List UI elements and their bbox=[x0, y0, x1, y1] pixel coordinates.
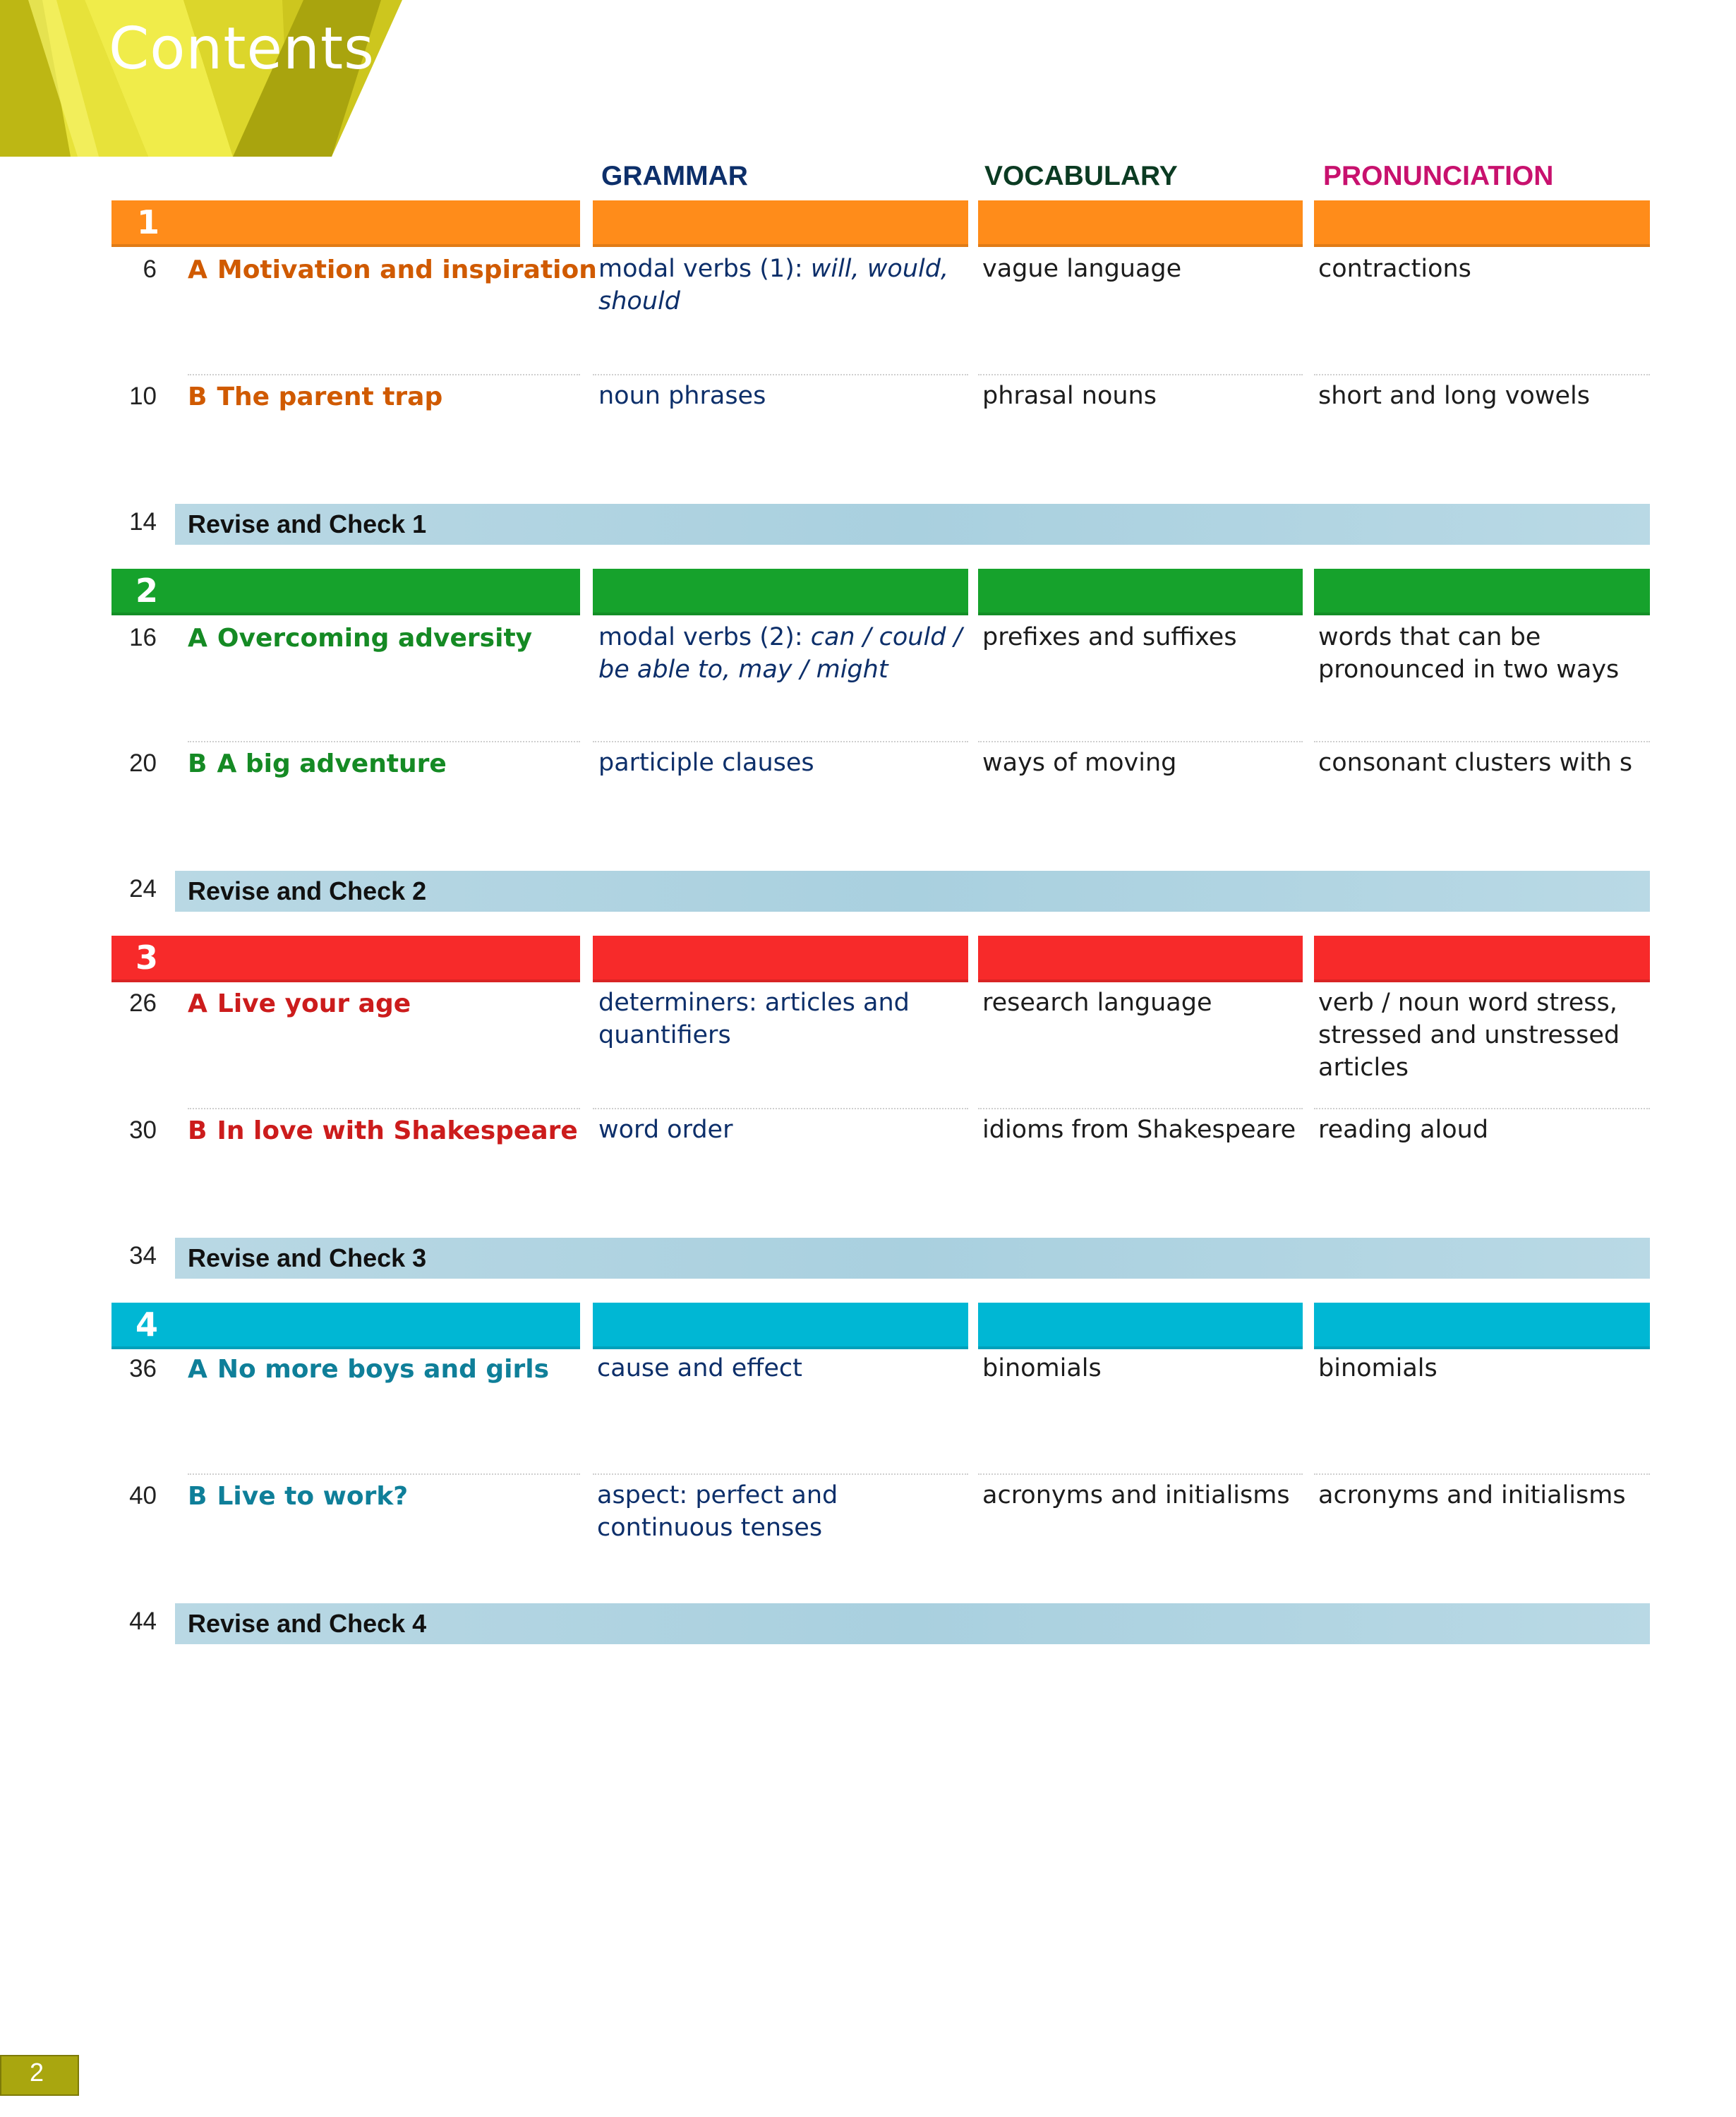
vocabulary-cell: phrasal nouns bbox=[982, 382, 1157, 410]
row-divider bbox=[978, 1473, 1303, 1475]
footer-page-number: 2 bbox=[29, 2058, 44, 2087]
pronunciation-cell: binomials bbox=[1318, 1354, 1437, 1382]
unit-bar bbox=[111, 200, 580, 247]
page-number: 24 bbox=[129, 875, 157, 903]
page-title: Contents bbox=[109, 16, 375, 83]
revise-and-check-label: Revise and Check 3 bbox=[188, 1243, 427, 1272]
pronunciation-cell: short and long vowels bbox=[1318, 382, 1590, 410]
row-divider bbox=[593, 374, 968, 375]
unit-bar bbox=[978, 936, 1303, 982]
unit-bar bbox=[111, 936, 580, 982]
lesson-title[interactable] bbox=[188, 1482, 408, 1511]
lesson-title-text: No more boys and girls bbox=[217, 1355, 550, 1384]
page-number: 40 bbox=[129, 1482, 157, 1509]
vocabulary-cell: research language bbox=[982, 989, 1212, 1017]
vocabulary-cell: binomials bbox=[982, 1354, 1102, 1382]
row-divider bbox=[188, 374, 580, 375]
row-divider bbox=[978, 741, 1303, 742]
pronunciation-cell: words that can be pronounced in two ways bbox=[1318, 623, 1620, 684]
page-number: 16 bbox=[129, 624, 157, 651]
page-number: 36 bbox=[129, 1355, 157, 1382]
row-divider bbox=[1314, 1473, 1650, 1475]
row-divider bbox=[593, 1473, 968, 1475]
unit-bar bbox=[593, 936, 968, 982]
lesson-title-text: Overcoming adversity bbox=[217, 624, 533, 653]
lesson-letter: A bbox=[188, 624, 207, 653]
grammar-cell: modal verbs (2): can / could / be able to, may / might bbox=[598, 623, 963, 684]
column-header-pronunciation: PRONUNCIATION bbox=[1323, 161, 1554, 191]
unit-number: 2 bbox=[135, 572, 159, 610]
unit-bar bbox=[111, 569, 580, 615]
lesson-title[interactable] bbox=[188, 989, 411, 1018]
unit-number: 3 bbox=[135, 939, 159, 977]
page-number: 34 bbox=[129, 1242, 157, 1269]
unit-bar bbox=[593, 569, 968, 615]
page-number: 14 bbox=[129, 508, 157, 536]
lesson-letter: B bbox=[188, 1116, 207, 1145]
row-divider bbox=[1314, 1108, 1650, 1109]
grammar-cell: cause and effect bbox=[597, 1354, 802, 1382]
lesson-title[interactable] bbox=[188, 255, 597, 284]
lesson-letter: A bbox=[188, 255, 207, 284]
lesson-letter: A bbox=[188, 1355, 207, 1384]
row-divider bbox=[188, 1473, 580, 1475]
unit-bar bbox=[978, 200, 1303, 247]
lesson-title-text: A big adventure bbox=[217, 749, 447, 778]
pronunciation-cell: reading aloud bbox=[1318, 1116, 1489, 1144]
vocabulary-cell: prefixes and suffixes bbox=[982, 623, 1237, 651]
lesson-letter: B bbox=[188, 749, 207, 778]
column-header-vocabulary: VOCABULARY bbox=[984, 161, 1178, 191]
lesson-title[interactable] bbox=[188, 749, 447, 778]
unit-bar bbox=[1314, 569, 1650, 615]
page-number: 26 bbox=[129, 989, 157, 1017]
column-header-grammar: GRAMMAR bbox=[601, 161, 748, 191]
lesson-letter: B bbox=[188, 382, 207, 411]
vocabulary-cell: idioms from Shakespeare bbox=[982, 1116, 1296, 1144]
lesson-title-text: The parent trap bbox=[217, 382, 443, 411]
page-number: 10 bbox=[129, 382, 157, 410]
unit-number: 4 bbox=[135, 1305, 159, 1344]
row-divider bbox=[1314, 741, 1650, 742]
lesson-title-text: Motivation and inspiration bbox=[217, 255, 597, 284]
unit-bar bbox=[593, 200, 968, 247]
revise-and-check-bar[interactable] bbox=[175, 504, 1650, 545]
vocabulary-cell: ways of moving bbox=[982, 749, 1177, 777]
page-number: 30 bbox=[129, 1116, 157, 1144]
vocabulary-cell: acronyms and initialisms bbox=[982, 1481, 1290, 1509]
pronunciation-cell: verb / noun word stress, stressed and unstressed articles bbox=[1318, 989, 1620, 1082]
grammar-cell: aspect: perfect and continuous tenses bbox=[597, 1481, 838, 1542]
grammar-cell: noun phrases bbox=[598, 382, 766, 410]
lesson-title[interactable] bbox=[188, 624, 532, 653]
page-number: 44 bbox=[129, 1608, 157, 1635]
unit-bar bbox=[1314, 936, 1650, 982]
pronunciation-cell: contractions bbox=[1318, 255, 1471, 283]
vocabulary-cell: vague language bbox=[982, 255, 1182, 283]
page-number: 20 bbox=[129, 749, 157, 777]
unit-bar bbox=[593, 1303, 968, 1349]
revise-and-check-label: Revise and Check 2 bbox=[188, 876, 427, 905]
lesson-title-text: Live to work? bbox=[217, 1482, 409, 1511]
pronunciation-cell: consonant clusters with s bbox=[1318, 749, 1633, 777]
lesson-title[interactable] bbox=[188, 382, 442, 411]
revise-and-check-bar[interactable] bbox=[175, 1603, 1650, 1644]
pronunciation-cell: acronyms and initialisms bbox=[1318, 1481, 1626, 1509]
unit-bar bbox=[978, 1303, 1303, 1349]
grammar-cell: participle clauses bbox=[598, 749, 814, 777]
page-number: 6 bbox=[143, 255, 157, 283]
row-divider bbox=[978, 1108, 1303, 1109]
lesson-title-text: Live your age bbox=[217, 989, 411, 1018]
revise-and-check-bar[interactable] bbox=[175, 1238, 1650, 1279]
lesson-title[interactable] bbox=[188, 1355, 549, 1384]
lesson-title[interactable] bbox=[188, 1116, 578, 1145]
row-divider bbox=[188, 1108, 580, 1109]
grammar-cell: determiners: articles and quantifiers bbox=[598, 989, 910, 1049]
row-divider bbox=[978, 374, 1303, 375]
revise-and-check-bar[interactable] bbox=[175, 871, 1650, 912]
revise-and-check-label: Revise and Check 1 bbox=[188, 509, 427, 538]
revise-and-check-label: Revise and Check 4 bbox=[188, 1609, 427, 1638]
row-divider bbox=[593, 1108, 968, 1109]
lesson-letter: B bbox=[188, 1482, 207, 1511]
unit-bar bbox=[978, 569, 1303, 615]
unit-number: 1 bbox=[137, 203, 160, 241]
lesson-letter: A bbox=[188, 989, 207, 1018]
row-divider bbox=[1314, 374, 1650, 375]
row-divider bbox=[593, 741, 968, 742]
grammar-cell: modal verbs (1): will, would, should bbox=[598, 255, 949, 315]
unit-bar bbox=[1314, 200, 1650, 247]
unit-bar bbox=[1314, 1303, 1650, 1349]
lesson-title-text: In love with Shakespeare bbox=[217, 1116, 578, 1145]
row-divider bbox=[188, 741, 580, 742]
grammar-cell: word order bbox=[598, 1116, 733, 1144]
unit-bar bbox=[111, 1303, 580, 1349]
